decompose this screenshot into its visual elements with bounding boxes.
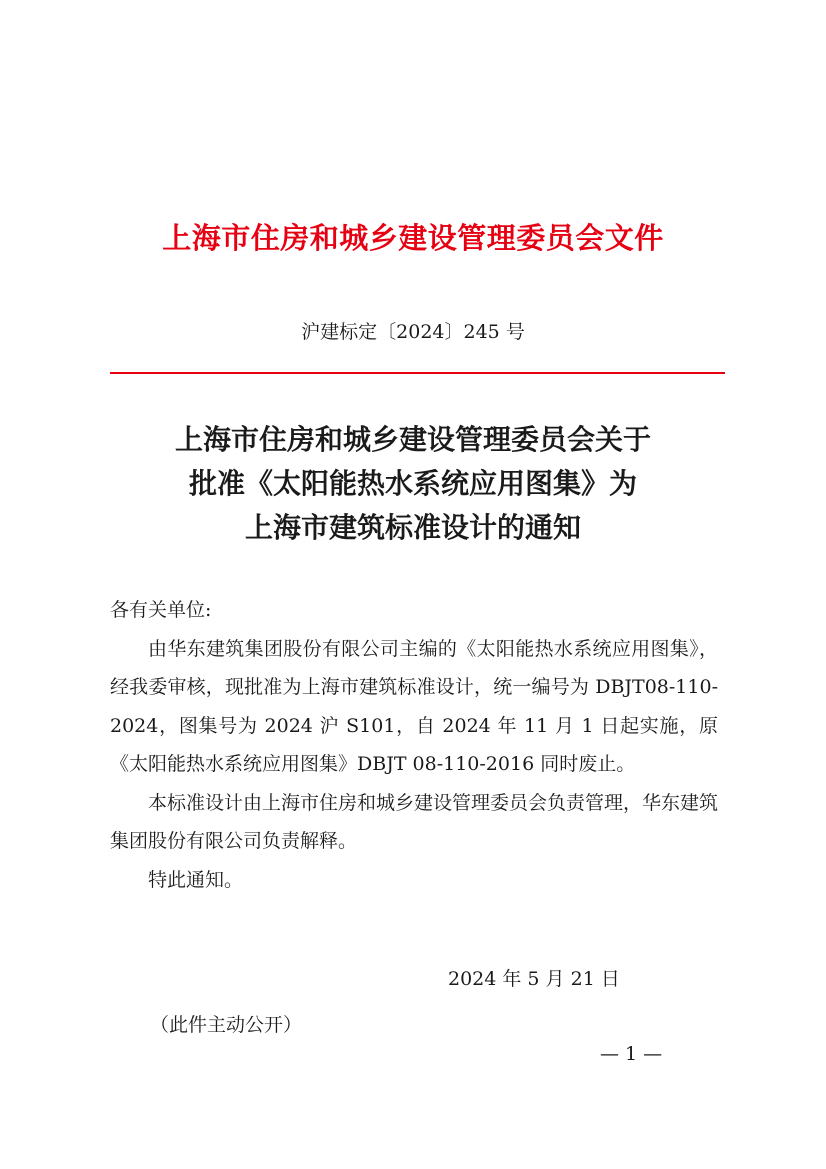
title-line-3: 上海市建筑标准设计的通知 bbox=[244, 511, 581, 544]
title-line-2: 批准《太阳能热水系统应用图集》为 bbox=[188, 467, 637, 500]
body-paragraph: 本标准设计由上海市住房和城乡建设管理委员会负责管理，华东建筑集团股份有限公司负责解释。 bbox=[110, 791, 719, 852]
document-number: 沪建标定〔2024〕245 号 bbox=[301, 321, 525, 343]
document-body bbox=[110, 591, 718, 899]
issue-date: 2024 年 5 月 21 日 bbox=[448, 968, 620, 990]
disclosure-note: （此件主动公开） bbox=[150, 1014, 303, 1036]
document-title bbox=[0, 418, 826, 550]
body-paragraph: 由华东建筑集团股份有限公司主编的《太阳能热水系统应用图集》，经我委审核，现批准为上海市建筑标准设计，统一编号为 DBJT08-110-2024，图集号为 2024 沪 S101，自 2024 年 11 月 1 日起实施，原《太阳能热水系统应用图集》DBJT 08-110-2016 同时废止。 bbox=[110, 637, 718, 775]
closing-line: 特此通知。 bbox=[148, 868, 244, 891]
red-divider-line bbox=[110, 372, 725, 374]
salutation: 各有关单位: bbox=[110, 599, 212, 621]
page-number: — 1 — bbox=[600, 1043, 663, 1065]
title-line-1: 上海市住房和城乡建设管理委员会关于 bbox=[174, 423, 651, 456]
issuer-header: 上海市住房和城乡建设管理委员会文件 bbox=[162, 221, 664, 255]
